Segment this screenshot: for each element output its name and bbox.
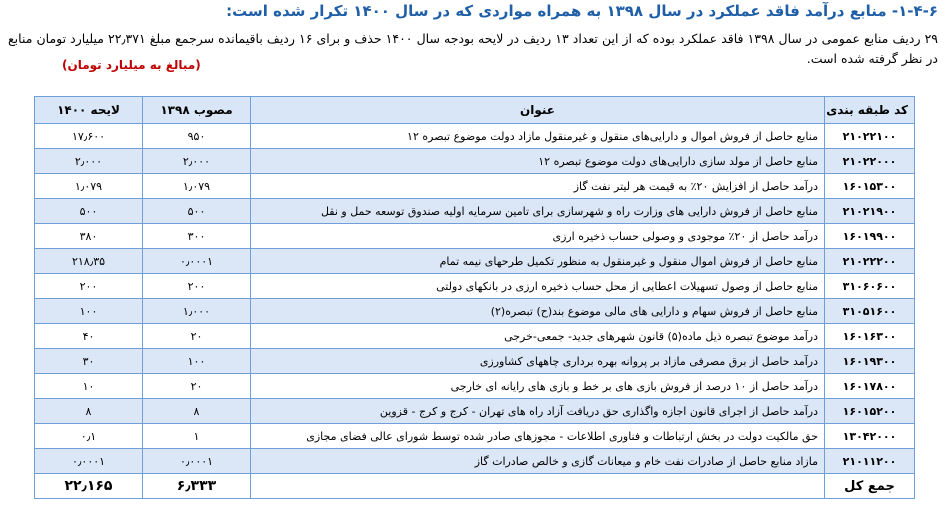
- row-title: منابع حاصل از وصول تسهیلات اعطایی از محل حساب ذخیره ارزی در بانکهای دولتی: [251, 274, 825, 299]
- row-bill-1400: ۲۰۰: [35, 274, 143, 299]
- row-title: منابع حاصل از مولد سازی دارایی‌های دولت موضوع تبصره ۱۲: [251, 149, 825, 174]
- table-row: [35, 174, 915, 199]
- header-approved-1398: مصوب ۱۳۹۸: [143, 97, 251, 124]
- section-heading: ۱-۴-۶- منابع درآمد فاقد عملکرد در سال ۱۳۹۸ به همراه مواردی که در سال ۱۴۰۰ تکرار شده است:: [226, 2, 938, 20]
- row-approved-1398: ۳۰۰: [143, 224, 251, 249]
- row-bill-1400: ۱٫۰۷۹: [35, 174, 143, 199]
- row-approved-1398: ۲۰: [143, 374, 251, 399]
- row-title: درآمد حاصل از برق مصرفی مازاد بر پروانه بهره برداری چاههای کشاورزی: [251, 349, 825, 374]
- table-row: [35, 299, 915, 324]
- row-title: مازاد منابع حاصل از صادرات نفت خام و میعانات گازی و خالص صادرات گاز: [251, 449, 825, 474]
- intro-paragraph: ۲۹ ردیف منابع عمومی در سال ۱۳۹۸ فاقد عملکرد بوده که از این تعداد ۱۳ ردیف در لایحه بودجه سال ۱۴۰۰ حذف و برای ۱۶ ردیف باقیمانده سرجمع مبلغ ۲۲٫۳۷۱ میلیارد تومان منابع در نظر گرفته شده است.: [8, 31, 938, 66]
- row-code: ۳۱۰۵۱۶۰۰: [825, 299, 915, 324]
- row-title: درآمد حاصل از ۲۰٪ موجودی و وصولی حساب ذخیره ارزی: [251, 224, 825, 249]
- table-header-row: [35, 97, 915, 124]
- row-title: درآمد حاصل از افزایش ۲۰٪ به قیمت هر لیتر نفت گاز: [251, 174, 825, 199]
- row-bill-1400: ۱۷٫۶۰۰: [35, 124, 143, 149]
- row-bill-1400: ۰٫۰۰۰۱: [35, 449, 143, 474]
- row-approved-1398: ۲٫۰۰۰: [143, 149, 251, 174]
- row-approved-1398: ۰٫۰۰۰۱: [143, 249, 251, 274]
- row-code: ۲۱۰۲۲۰۰۰: [825, 149, 915, 174]
- table-row: [35, 149, 915, 174]
- row-approved-1398: ۹۵۰: [143, 124, 251, 149]
- row-code: ۱۶۰۱۶۳۰۰: [825, 324, 915, 349]
- row-bill-1400: ۸: [35, 399, 143, 424]
- table-row: [35, 374, 915, 399]
- table-row: [35, 199, 915, 224]
- header-code: کد طبقه بندی: [825, 97, 915, 124]
- row-code: ۳۱۰۶۰۶۰۰: [825, 274, 915, 299]
- row-bill-1400: ۳۸۰: [35, 224, 143, 249]
- row-bill-1400: ۳۰: [35, 349, 143, 374]
- row-code: ۱۶۰۱۹۹۰۰: [825, 224, 915, 249]
- row-title: منابع حاصل از فروش اموال و دارایی‌های منقول و غیرمنقول مازاد دولت موضوع تبصره ۱۲: [251, 124, 825, 149]
- row-bill-1400: ۱۰۰: [35, 299, 143, 324]
- row-code: ۱۶۰۱۵۳۰۰: [825, 174, 915, 199]
- row-bill-1400: ۲۱۸٫۳۵: [35, 249, 143, 274]
- row-code: ۲۱۰۲۲۲۰۰: [825, 249, 915, 274]
- row-title: منابع حاصل از فروش سهام و دارایی های مالی موضوع بند(ح) تبصره(۲): [251, 299, 825, 324]
- unit-note: (مبالغ به میلیارد تومان): [62, 58, 201, 72]
- row-title: منابع حاصل از فروش دارایی های وزارت راه و شهرسازی برای تامین سرمایه اولیه صندوق توسعه حمل و نقل: [251, 199, 825, 224]
- total-empty-cell: [251, 474, 825, 499]
- row-approved-1398: ۱٫۰۰۰: [143, 299, 251, 324]
- row-approved-1398: ۱: [143, 424, 251, 449]
- table-row: [35, 274, 915, 299]
- row-bill-1400: ۰٫۱: [35, 424, 143, 449]
- row-approved-1398: ۲۰: [143, 324, 251, 349]
- row-title: درآمد موضوع تبصره ذیل ماده(۵) قانون شهرهای جدید- جمعی-خرجی: [251, 324, 825, 349]
- row-title: درآمد حاصل از اجرای قانون اجازه واگذاری حق دریافت آزاد راه های تهران - کرج و کرج - قزوین: [251, 399, 825, 424]
- row-code: ۱۶۰۱۵۲۰۰: [825, 399, 915, 424]
- table-row: [35, 249, 915, 274]
- row-approved-1398: ۸: [143, 399, 251, 424]
- row-bill-1400: ۲٫۰۰۰: [35, 149, 143, 174]
- row-approved-1398: ۱٫۰۷۹: [143, 174, 251, 199]
- table-row: [35, 224, 915, 249]
- total-row: [35, 474, 915, 499]
- table-row: [35, 349, 915, 374]
- table-body: [35, 124, 915, 499]
- revenue-table: [34, 96, 915, 499]
- row-title: منابع حاصل از فروش اموال منقول و غیرمنقول به منظور تکمیل طرحهای نیمه تمام: [251, 249, 825, 274]
- row-code: ۲۱۰۱۱۲۰۰: [825, 449, 915, 474]
- table-row: [35, 399, 915, 424]
- row-title: حق مالکیت دولت در بخش ارتباطات و فناوری اطلاعات - مجوزهای صادر شده توسط شورای عالی فضای مجازی: [251, 424, 825, 449]
- row-code: ۱۶۰۱۹۳۰۰: [825, 349, 915, 374]
- row-code: ۲۱۰۲۲۱۰۰: [825, 124, 915, 149]
- total-bill-1400: ۲۲٫۱۶۵: [35, 474, 143, 499]
- table-row: [35, 124, 915, 149]
- row-code: ۲۱۰۲۱۹۰۰: [825, 199, 915, 224]
- row-code: ۱۶۰۱۷۸۰۰: [825, 374, 915, 399]
- row-bill-1400: ۵۰۰: [35, 199, 143, 224]
- total-label: جمع کل: [825, 474, 915, 499]
- total-approved-1398: ۶٫۳۳۳: [143, 474, 251, 499]
- row-approved-1398: ۲۰۰: [143, 274, 251, 299]
- row-code: ۱۳۰۴۲۰۰۰: [825, 424, 915, 449]
- row-approved-1398: ۱۰۰: [143, 349, 251, 374]
- table-row: [35, 324, 915, 349]
- row-bill-1400: ۴۰: [35, 324, 143, 349]
- table-row: [35, 424, 915, 449]
- table-row: [35, 449, 915, 474]
- header-bill-1400: لایحه ۱۴۰۰: [35, 97, 143, 124]
- row-approved-1398: ۰٫۰۰۰۱: [143, 449, 251, 474]
- row-approved-1398: ۵۰۰: [143, 199, 251, 224]
- row-title: درآمد حاصل از ۱۰ درصد از فروش بازی های بر خط و بازی های رایانه ای خارجی: [251, 374, 825, 399]
- header-title: عنوان: [251, 97, 825, 124]
- row-bill-1400: ۱۰: [35, 374, 143, 399]
